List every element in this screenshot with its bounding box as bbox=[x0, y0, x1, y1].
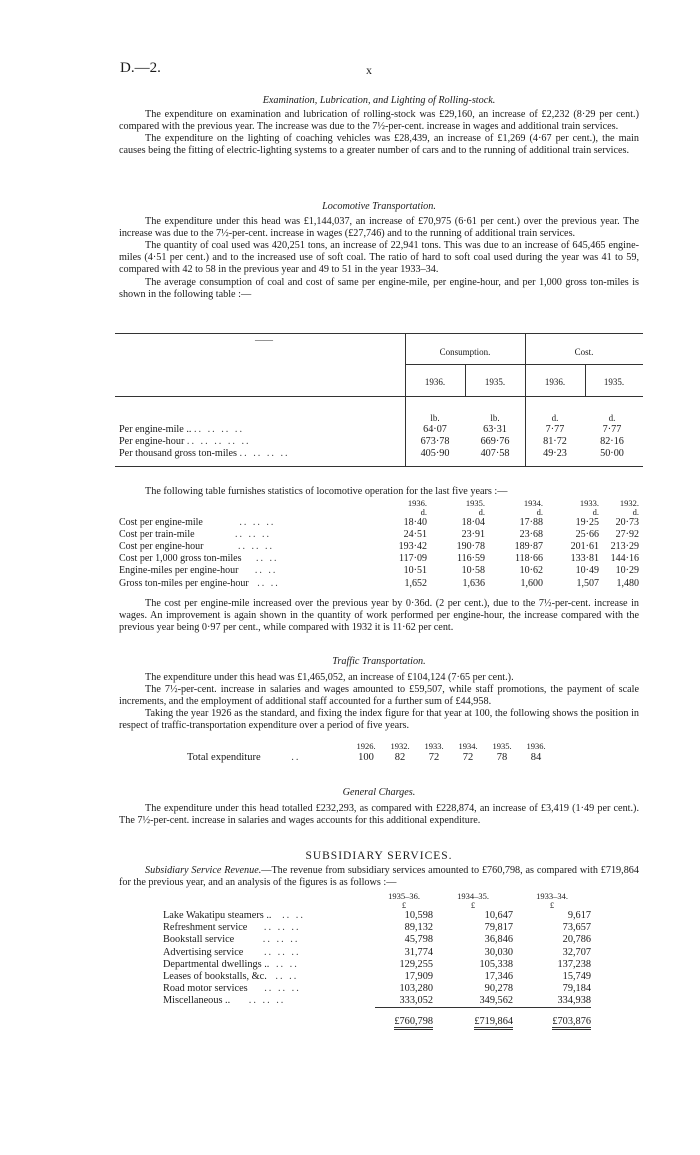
leader-dots: .. .. .. bbox=[248, 995, 286, 1007]
table-dash: —— bbox=[255, 335, 273, 345]
row-label: Miscellaneous .. bbox=[163, 995, 231, 1007]
row-label: Per thousand gross ton-miles bbox=[119, 448, 237, 460]
cell: 349,562 bbox=[433, 995, 513, 1008]
table-row bbox=[163, 934, 591, 946]
year-header: 1935–36. bbox=[388, 891, 420, 902]
table-row bbox=[163, 959, 591, 971]
paragraph: The expenditure on examination and lubrication of rolling-stock was £29,160, an increase of £2,232 (8·29 per cent.) compared with the previous year. The increase was due to the 7½-per-cent. increase in wages and additional train services. bbox=[119, 109, 639, 133]
cell: 1,480 bbox=[616, 577, 639, 589]
cell: 30,030 bbox=[484, 946, 513, 958]
cell: 72 bbox=[428, 751, 440, 763]
total-cell: £703,876 bbox=[552, 1016, 591, 1030]
table-row bbox=[119, 541, 639, 553]
cell: 82·16 bbox=[600, 436, 624, 448]
cell: 32,707 bbox=[562, 946, 591, 958]
year-header: 1936. bbox=[424, 377, 446, 387]
year-header: 1933–34. bbox=[536, 891, 568, 902]
totals-row bbox=[163, 1016, 591, 1028]
year-header: 1932. bbox=[390, 740, 410, 751]
table-row bbox=[163, 910, 591, 922]
table-row bbox=[119, 448, 639, 460]
table-row bbox=[187, 752, 553, 764]
paragraph: The average consumption of coal and cost of same per engine-mile, per engine-hour, and per 1,000 gross ton-miles is shown in the following table :— bbox=[119, 276, 639, 300]
cell: 7·77 bbox=[545, 424, 565, 436]
cell: 20·73 bbox=[615, 517, 639, 529]
row-label: Total expenditure bbox=[187, 751, 261, 763]
consumption-data bbox=[119, 412, 639, 460]
row-label: Leases of bookstalls, &c. bbox=[163, 970, 267, 982]
column-group-consumption: Consumption. bbox=[439, 347, 491, 357]
section-title: SUBSIDIARY SERVICES. bbox=[305, 850, 453, 862]
section-subsidiary bbox=[119, 850, 639, 1028]
cell: 79,817 bbox=[484, 922, 513, 934]
table-row bbox=[119, 529, 639, 541]
table-row bbox=[163, 922, 591, 934]
section-rolling-stock bbox=[119, 95, 639, 157]
cell: 23·68 bbox=[519, 529, 543, 541]
year-header: 1936. bbox=[526, 740, 546, 751]
index-table bbox=[187, 740, 553, 764]
row-label: Bookstall service bbox=[163, 934, 235, 946]
table-row bbox=[119, 553, 639, 565]
leader-dots: .. .. .. bbox=[235, 529, 272, 541]
leader-dots: .. .. .. bbox=[263, 946, 301, 958]
section-title: Traffic Transportation. bbox=[332, 656, 426, 667]
cell: 25·66 bbox=[575, 529, 599, 541]
cell: 10,647 bbox=[484, 910, 513, 922]
total-cell: £760,798 bbox=[394, 1016, 433, 1030]
section-title: Locomotive Transportation. bbox=[322, 201, 436, 212]
year-header: 1935. bbox=[492, 740, 512, 751]
row-label: Cost per engine-hour bbox=[119, 541, 204, 553]
cell: 31,774 bbox=[404, 946, 433, 958]
unit: d. bbox=[478, 507, 485, 518]
cell: 669·76 bbox=[480, 436, 510, 448]
cell: 10·58 bbox=[461, 565, 485, 577]
cell: 105,338 bbox=[479, 958, 513, 970]
row-label: Gross ton-miles per engine-hour bbox=[119, 577, 249, 589]
leader-dots: .. .. .. .. bbox=[239, 448, 290, 460]
leader-dots: .. .. bbox=[275, 958, 299, 970]
total-cell: £719,864 bbox=[474, 1016, 513, 1030]
table-row bbox=[163, 971, 591, 983]
row-label: Road motor services bbox=[163, 982, 248, 994]
paragraph: The cost per engine-mile increased over the previous year by 0·36d. (2 per cent.), due to the 7½-per-cent. increase in wages. An improvement is again shown in the quantity of work performed per engine-hour, the increase compared with the previous year being 0·97 per cent., while compared with 1932 it is 11·62 per cent. bbox=[119, 597, 639, 633]
cell: 73,657 bbox=[562, 922, 591, 934]
cell: 78 bbox=[496, 751, 508, 763]
cell: 15,749 bbox=[562, 970, 591, 982]
row-label: Lake Wakatipu steamers .. bbox=[163, 910, 272, 922]
paragraph: The expenditure under this head totalled £232,293, as compared with £228,874, an increase of £3,419 (1·49 per cent.). The 7½-per-cent. increase in salaries and wages accounts for this additional expenditure. bbox=[119, 803, 639, 827]
unit: d. bbox=[608, 413, 616, 423]
unit: lb. bbox=[490, 413, 500, 423]
row-label: Per engine-hour bbox=[119, 436, 185, 448]
cell: 36,846 bbox=[484, 934, 513, 946]
locomotive-statistics bbox=[119, 486, 639, 634]
cell: 63·31 bbox=[483, 424, 507, 436]
cell: 190·78 bbox=[456, 541, 485, 553]
cell: 7·77 bbox=[602, 424, 622, 436]
table-row bbox=[163, 947, 591, 959]
cell: 45,798 bbox=[404, 934, 433, 946]
year-header: 1935. bbox=[603, 377, 625, 387]
table-row bbox=[119, 424, 639, 436]
cell: 10·49 bbox=[575, 565, 599, 577]
column-group-cost: Cost. bbox=[574, 347, 594, 357]
year-header: 1936. bbox=[407, 498, 427, 509]
table-row bbox=[163, 983, 591, 995]
cell: 23·91 bbox=[461, 529, 485, 541]
unit: d. bbox=[632, 507, 639, 518]
row-label: Cost per train-mile bbox=[119, 529, 195, 541]
year-header: 1936. bbox=[544, 377, 566, 387]
cell: 81·72 bbox=[543, 436, 567, 448]
cell: 84 bbox=[530, 751, 542, 763]
cell: 9,617 bbox=[567, 910, 591, 922]
unit: d. bbox=[420, 507, 427, 518]
table-row bbox=[163, 995, 591, 1008]
cell: 1,652 bbox=[404, 577, 427, 589]
section-title: General Charges. bbox=[342, 787, 416, 798]
cell: 118·66 bbox=[515, 553, 543, 565]
subsection-title: Subsidiary Service Revenue. bbox=[145, 865, 262, 877]
cell: 1,636 bbox=[462, 577, 485, 589]
unit: d. bbox=[551, 413, 559, 423]
year-header: 1935. bbox=[465, 498, 485, 509]
cell: 20,786 bbox=[562, 934, 591, 946]
paragraph: The 7½-per-cent. increase in salaries and wages amounted to £59,507, while staff promotions, the payment of scale increments, and the employment of additional staff accounted for a further sum of £44,958. bbox=[119, 684, 639, 708]
cell: 50·00 bbox=[600, 448, 624, 460]
report-reference: D.—2. bbox=[120, 60, 161, 76]
table-row bbox=[119, 517, 639, 529]
cell: 90,278 bbox=[484, 982, 513, 994]
leader-dots: .. .. bbox=[254, 565, 278, 577]
cell: 79,184 bbox=[562, 982, 591, 994]
cell: 10·29 bbox=[615, 565, 639, 577]
year-header: 1933. bbox=[424, 740, 444, 751]
unit: lb. bbox=[430, 413, 440, 423]
year-header: 1934–35. bbox=[457, 891, 489, 902]
table-row bbox=[119, 436, 639, 448]
table-row bbox=[119, 578, 639, 590]
cell: 407·58 bbox=[480, 448, 510, 460]
leader-dots: .. .. .. bbox=[239, 517, 276, 529]
cell: 18·04 bbox=[461, 517, 485, 529]
row-label: Refreshment service bbox=[163, 922, 248, 934]
year-header: 1934. bbox=[523, 498, 543, 509]
table-row bbox=[119, 565, 639, 577]
row-label: Engine-miles per engine-hour bbox=[119, 565, 239, 577]
paragraph: —The revenue from subsidiary services amounted to £760,798, as compared with £719,864 for the previous year, and an analysis of the figures is as follows :— bbox=[119, 865, 639, 889]
cell: 10·62 bbox=[519, 565, 543, 577]
section-general-charges bbox=[119, 787, 639, 827]
cell: 133·81 bbox=[570, 553, 599, 565]
unit: £ bbox=[470, 900, 476, 911]
cell: 17,346 bbox=[484, 970, 513, 982]
leader-dots: .. .. bbox=[256, 553, 279, 565]
leader-dots: .. .. .. .. .. bbox=[186, 436, 251, 448]
cell: 673·78 bbox=[420, 436, 450, 448]
cell: 17·88 bbox=[519, 517, 543, 529]
year-header: 1935. bbox=[484, 377, 506, 387]
cell: 82 bbox=[394, 751, 406, 763]
unit: d. bbox=[536, 507, 543, 518]
cell: 213·29 bbox=[610, 541, 639, 553]
cell: 137,238 bbox=[557, 958, 591, 970]
paragraph: Taking the year 1926 as the standard, and fixing the index figure for that year at 100, the following shows the position in respect of traffic-transportation expenditure over a period of five years. bbox=[119, 708, 639, 732]
section-title: Examination, Lubrication, and Lighting of Rolling-stock. bbox=[262, 95, 496, 106]
cell: 100 bbox=[358, 751, 374, 763]
cell: 193·42 bbox=[398, 541, 427, 553]
leader-dots: .. .. bbox=[282, 910, 305, 922]
row-label: Per engine-mile .. bbox=[119, 424, 192, 436]
cell: 1,507 bbox=[576, 577, 599, 589]
leader-dots: .. .. .. bbox=[262, 934, 300, 946]
cell: 405·90 bbox=[420, 448, 450, 460]
year-header: 1934. bbox=[458, 740, 478, 751]
year-header: 1932. bbox=[619, 498, 639, 509]
cell: 129,255 bbox=[399, 958, 433, 970]
unit: £ bbox=[549, 900, 555, 911]
subsidiary-table bbox=[163, 892, 591, 1027]
consumption-table bbox=[115, 333, 643, 467]
cell: 72 bbox=[462, 751, 474, 763]
leader-dots: .. .. .. bbox=[237, 541, 274, 553]
cell: 89,132 bbox=[404, 922, 433, 934]
leader-dots: .. .. .. bbox=[264, 982, 301, 994]
unit: £ bbox=[401, 900, 407, 911]
cell: 10·51 bbox=[403, 565, 427, 577]
cell: 17,909 bbox=[404, 970, 433, 982]
page-number: x bbox=[366, 63, 372, 77]
paragraph: The expenditure under this head was £1,465,052, an increase of £104,124 (7·65 per cent.). bbox=[145, 672, 514, 684]
cell: 10,598 bbox=[404, 910, 433, 922]
leader-dots: .. .. bbox=[275, 970, 299, 982]
cell: 49·23 bbox=[543, 448, 567, 460]
leader-dots: .. .. bbox=[257, 577, 280, 589]
section-traffic bbox=[119, 656, 639, 764]
year-header: 1926. bbox=[356, 740, 376, 751]
row-label: Cost per 1,000 gross ton-miles bbox=[119, 553, 242, 565]
cell: 27·92 bbox=[615, 529, 639, 541]
leader-dots: .. .. .. .. bbox=[193, 424, 244, 436]
row-label: Departmental dwellings .. bbox=[163, 958, 270, 970]
cell: 334,938 bbox=[513, 995, 591, 1008]
row-label: Cost per engine-mile bbox=[119, 517, 203, 529]
cell: 18·40 bbox=[403, 517, 427, 529]
cell: 117·09 bbox=[399, 553, 427, 565]
row-label: Advertising service bbox=[163, 946, 244, 958]
cell: 19·25 bbox=[575, 517, 599, 529]
locomotive-table bbox=[119, 499, 639, 590]
year-header: 1933. bbox=[579, 498, 599, 509]
paragraph: The following table furnishes statistics of locomotive operation for the last five years :— bbox=[145, 486, 508, 497]
cell: 144·16 bbox=[610, 553, 639, 565]
paragraph: The expenditure under this head was £1,144,037, an increase of £70,975 (6·61 per cent.) over the previous year. The increase was due to the 7½-per-cent. increase in wages (£27,746) and to the running of additional train services. bbox=[119, 216, 639, 240]
cell: 116·59 bbox=[457, 553, 485, 565]
leader-dots: .. .. .. bbox=[263, 922, 301, 934]
unit: d. bbox=[592, 507, 599, 518]
leader-dots: .. bbox=[291, 751, 301, 763]
section-locomotive bbox=[119, 201, 639, 301]
paragraph: The expenditure on the lighting of coaching vehicles was £28,439, an increase of £1,269 (4·67 per cent.), the main causes being the fitting of electric-lighting systems to a greater number of cars and to the running of additional train services. bbox=[119, 133, 639, 157]
cell: 64·07 bbox=[423, 424, 447, 436]
paragraph: The quantity of coal used was 420,251 tons, an increase of 22,941 tons. This was due to an increase of 645,465 engine-miles (4·51 per cent.) and to the increased use of soft coal. The ratio of hard to soft coal used during the year was 41 to 59, compared with 42 to 58 in the previous year and 49 to 51 in the year 1933–34. bbox=[119, 240, 639, 276]
cell: 189·87 bbox=[514, 541, 543, 553]
cell: 103,280 bbox=[399, 982, 433, 994]
cell: 201·61 bbox=[570, 541, 599, 553]
cell: 333,052 bbox=[375, 995, 433, 1008]
cell: 1,600 bbox=[520, 577, 543, 589]
cell: 24·51 bbox=[403, 529, 427, 541]
